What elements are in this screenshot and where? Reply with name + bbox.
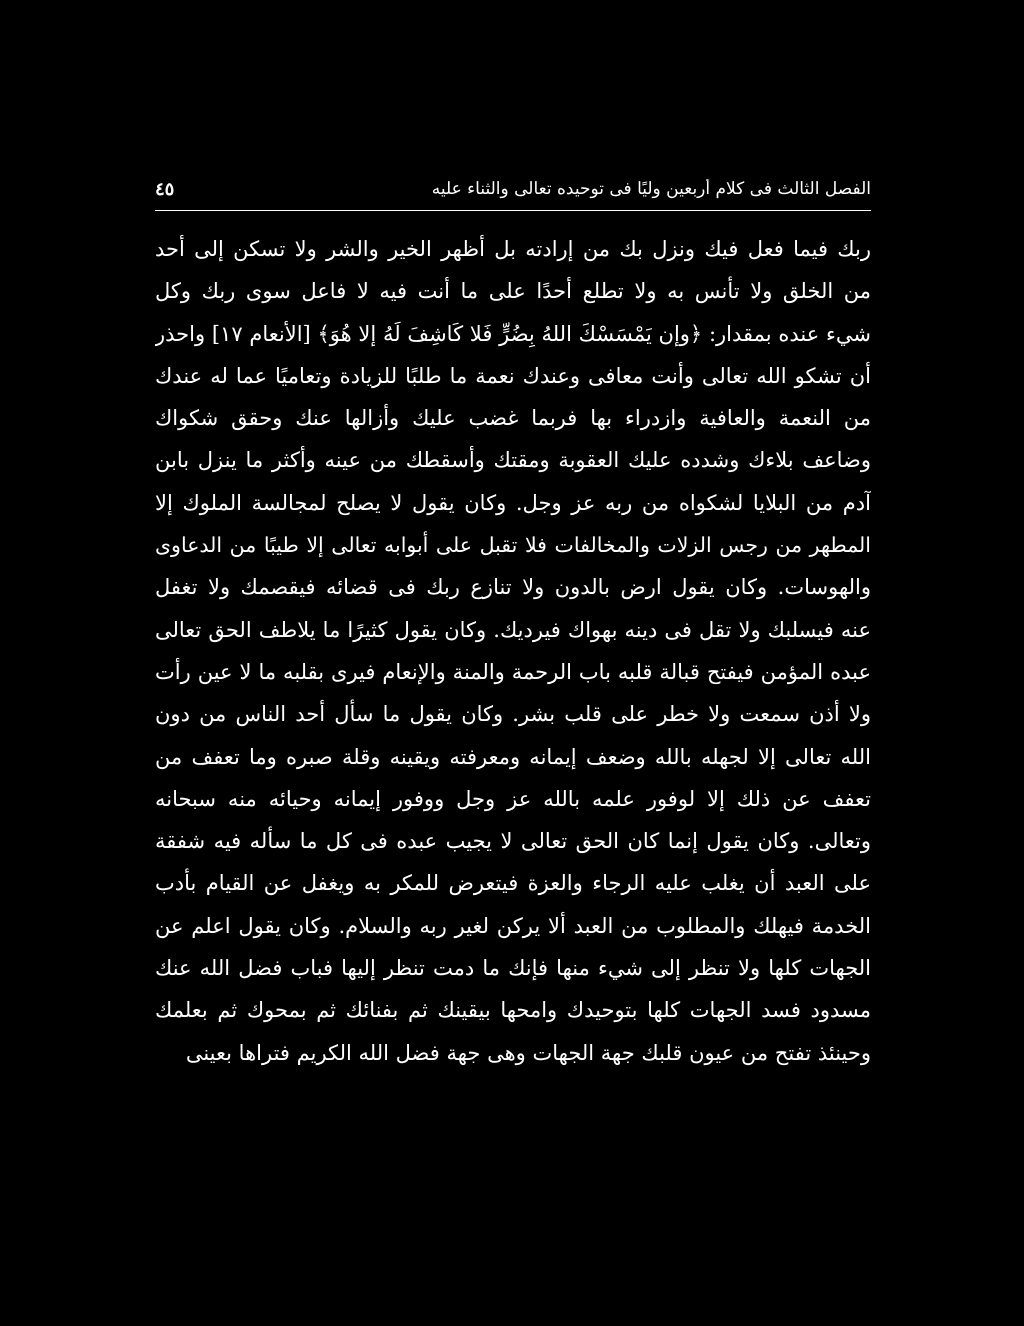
text-line: أن تشكو الله تعالى وأنت معافى وعندك نعمة ما طلبًا للزيادة وتعاميًا عما له عندك: [155, 363, 871, 388]
text-line: عبده المؤمن فيفتح قبالة قلبه باب الرحمة والمنة والإنعام فيرى بقلبه ما لا عين رأت: [155, 659, 871, 684]
text-line: ربك فيما فعل فيك ونزل بك من إرادته بل أظهر الخير والشر ولا تسكن إلى أحد: [155, 237, 871, 261]
text-line: مسدود فسد الجهات كلها بتوحيدك وامحها بيقينك ثم بفنائك ثم بمحوك ثم بعلمك: [155, 998, 871, 1023]
text-line: الجهات كلها ولا تنظر إلى شيء منها فإنك ما دمت تنظر إليها فباب فضل الله عنك: [155, 956, 871, 981]
text-line: من النعمة والعافية وازدراء بها فربما غضب عليك وأزالها عنك وحقق شكواك: [155, 406, 871, 431]
text-line: عنه فيسلبك ولا تقل فى دينه بهواك فيرديك. وكان يقول كثيرًا ما يلاطف الحق تعالى: [155, 617, 871, 642]
text-line: وحينئذ تفتح من عيون قلبك جهة الجهات وهى جهة فضل الله الكريم فتراها بعينى: [185, 1040, 871, 1065]
text-line: ولا أذن سمعت ولا خطر على قلب بشر. وكان يقول ما سأل أحد الناس من دون: [155, 702, 871, 727]
text-line: على العبد أن يغلب عليه الرجاء والعزة فيتعرض للمكر به ويغفل عن القيام بأدب: [155, 871, 871, 896]
text-line: من الخلق ولا تأنس به ولا تطلع أحدًا على ما أنت فيه لا فاعل سوى ربك وكل: [155, 279, 871, 304]
text-line: وضاعف بلاءك وشدده عليك العقوبة ومقتك وأسقطك من عينه وأكثر ما ينزل بابن: [155, 448, 871, 473]
text-line: الله تعالى إلا لجهله بالله وضعف إيمانه ومعرفته ويقينه وقلة صبره وما تعفف من: [155, 744, 871, 769]
text-line: شيء عنده بمقدار: ﴿وإن يَمْسَسْكَ اللهُ بِضُرٍّ فَلا كَاشِفَ لَهُ إلا هُوَ﴾ [الأنعام ١٧] واحذر: [155, 321, 871, 346]
header-rule: [155, 210, 871, 211]
text-line: تعفف عن ذلك إلا لوفور علمه بالله عز وجل ووفور إيمانه وحيائه منه سبحانه: [155, 786, 871, 811]
page-header: [155, 172, 871, 206]
running-title: الفصل الثالث فى كلام أربعين وليًا فى توحيده تعالى والثناء عليه: [431, 179, 871, 199]
text-line: آدم من البلايا لشكواه من ربه عز وجل. وكان يقول لا يصلح لمجالسة الملوك إلا: [155, 490, 871, 515]
text-line: المطهر من رجس الزلات والمخالفات فلا تقبل على أبوابه تعالى إلا طيبًا من الدعاوى: [155, 533, 871, 558]
page-body: [155, 228, 871, 1074]
text-line: والهوسات. وكان يقول ارض بالدون ولا تنازع ربك فى قضائه فيقصمك ولا تغفل: [155, 575, 871, 600]
text-line: الخدمة فيهلك والمطلوب من العبد ألا يركن لغير ربه والسلام. وكان يقول اعلم عن: [155, 913, 871, 938]
text-line: وتعالى. وكان يقول إنما كان الحق تعالى لا يجيب عبده فى كل ما سأله فيه شفقة: [155, 829, 871, 854]
page-number: ٤٥: [155, 178, 175, 200]
